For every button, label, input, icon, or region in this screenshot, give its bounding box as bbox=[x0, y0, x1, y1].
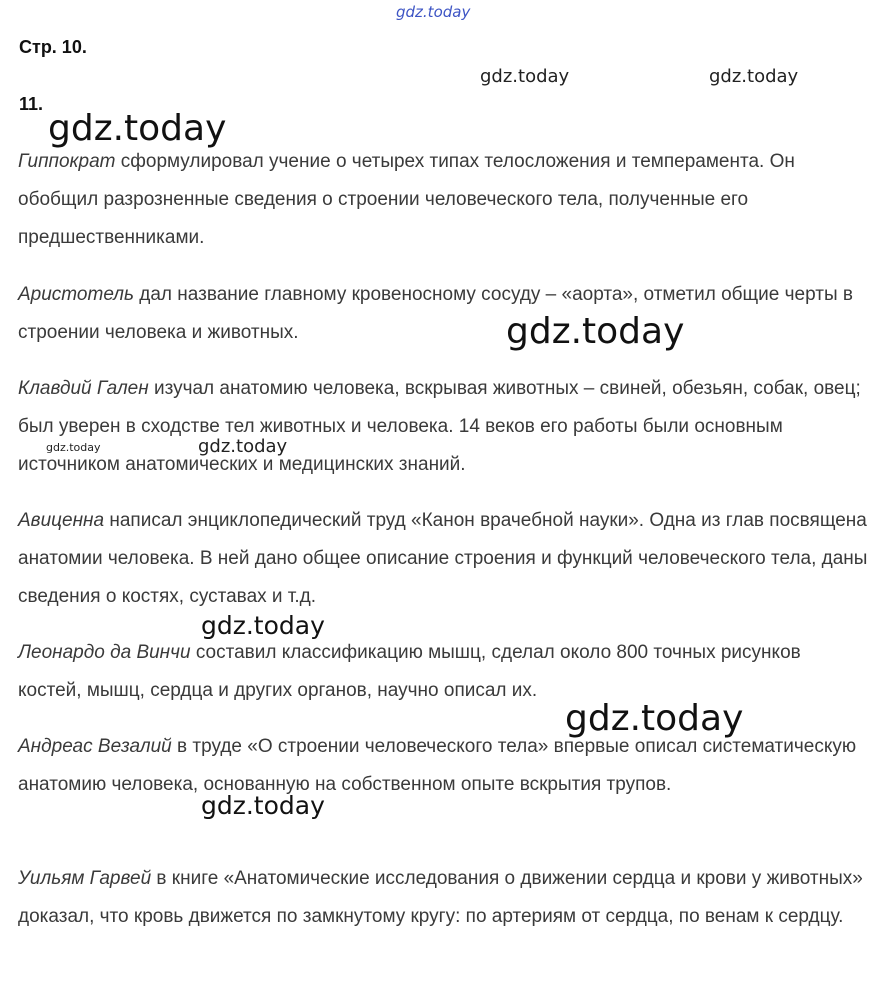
paragraph-text: составил классификацию мышц, сделал около 800 точных рисунков костей, мышц, сердца и других органов, научно описал их. bbox=[18, 642, 801, 701]
watermark-top: gdz.today bbox=[396, 3, 471, 21]
paragraph-text: дал название главному кровеносному сосуду – «аорта», отметил общие черты в строении человека и животных. bbox=[18, 284, 853, 343]
paragraph-text: написал энциклопедический труд «Канон врачебной науки». Одна из глав посвящена анатомии человека. В ней дано общее описание строения и функций человеческого тела, даны сведения о костях, суставах и т.д. bbox=[18, 510, 868, 607]
paragraph-text: изучал анатомию человека, вскрывая животных – свиней, обезьян, собак, овец; был уверен в сходстве тел животных и человека. 14 веков его работы были основным источником анатомических и медицинских знаний. bbox=[18, 378, 861, 475]
paragraph-leonardo bbox=[18, 634, 868, 710]
watermark-mid-2: gdz.today bbox=[201, 791, 325, 820]
page-heading: Стр. 10. bbox=[19, 37, 87, 57]
watermark-header-right: gdz.today bbox=[709, 66, 799, 87]
paragraph-vesalius bbox=[18, 728, 868, 804]
watermark-mid-1: gdz.today bbox=[201, 611, 325, 640]
paragraph-hippocrates bbox=[18, 143, 868, 257]
paragraph-aristotle bbox=[18, 276, 868, 352]
person-name: Гиппократ bbox=[18, 151, 116, 172]
paragraph-avicenna bbox=[18, 502, 868, 616]
watermark-large-1: gdz.today bbox=[48, 108, 227, 149]
person-name: Авиценна bbox=[18, 510, 105, 531]
watermark-small-1: gdz.today bbox=[198, 436, 288, 457]
person-name: Андреас Везалий bbox=[18, 736, 172, 757]
paragraph-text: в труде «О строении человеческого тела» впервые описал систематическую анатомию человека, основанную на собственном опыте вскрытия трупов. bbox=[18, 736, 857, 795]
watermark-large-3: gdz.today bbox=[565, 698, 744, 739]
paragraph-galen bbox=[18, 370, 868, 484]
paragraph-text: сформулировал учение о четырех типах телосложения и темперамента. Он обобщил разрозненные сведения о строении человеческого тела, полученные его предшественниками. bbox=[18, 151, 795, 248]
watermark-large-2: gdz.today bbox=[506, 311, 685, 352]
watermark-tiny: gdz.today bbox=[46, 441, 101, 454]
task-number: 11. bbox=[19, 94, 44, 114]
person-name: Аристотель bbox=[18, 284, 134, 305]
person-name: Клавдий Гален bbox=[18, 378, 149, 399]
watermark-header-left: gdz.today bbox=[480, 66, 570, 87]
paragraph-text: в книге «Анатомические исследования о движении сердца и крови у животных» доказал, что кровь движется по замкнутому кругу: по артериям от сердца, по венам к сердцу. bbox=[18, 868, 863, 927]
person-name: Уильям Гарвей bbox=[18, 868, 152, 889]
person-name: Леонардо да Винчи bbox=[18, 642, 191, 663]
paragraph-harvey bbox=[18, 860, 868, 936]
